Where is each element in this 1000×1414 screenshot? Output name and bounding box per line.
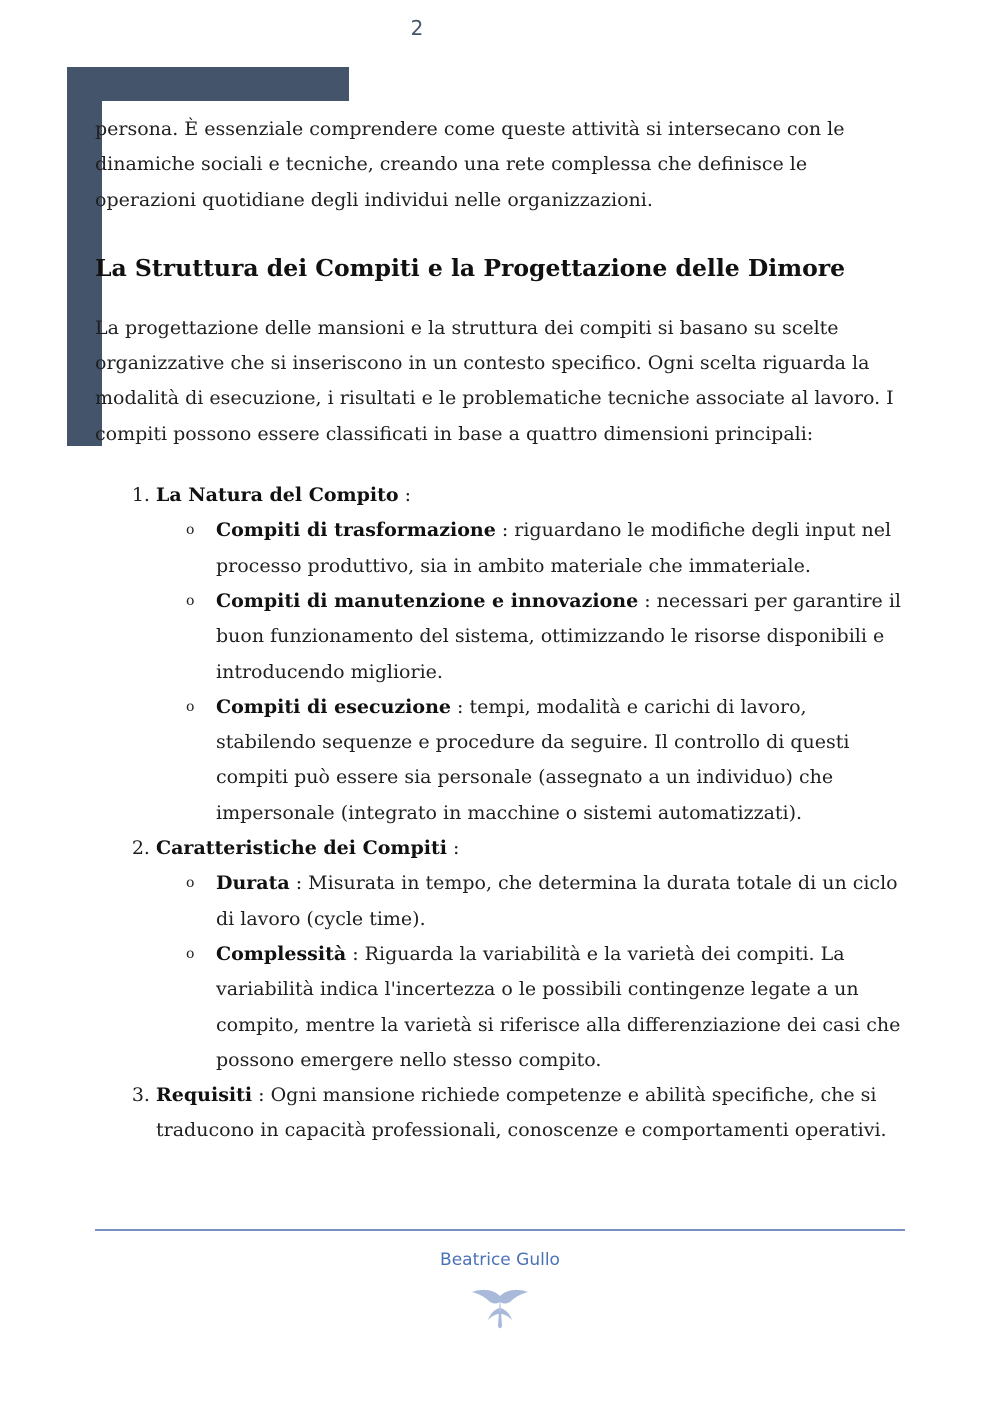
sub-list-item	[186, 937, 905, 1078]
list-item-text: : Ogni mansione richiede competenze e abilità specifiche, che si traducono in capacità professionali, conoscenze e comportamenti operativi.	[156, 1084, 887, 1142]
section-paragraph: La progettazione delle mansioni e la struttura dei compiti si basano su scelte organizzative che si inseriscono in un contesto specifico. Ogni scelta riguarda la modalità di esecuzione, i risultati e le problematiche tecniche associate al lavoro. I compiti possono essere classificati in base a quattro dimensioni principali:	[95, 316, 894, 445]
list-item-title: Requisiti	[156, 1084, 253, 1107]
list-item	[156, 831, 905, 1078]
flourish-ornament-icon	[470, 1288, 530, 1332]
sub-item-text: : Riguarda la variabilità e la varietà dei compiti. La variabilità indica l'incertezza o le possibili contingenze legate a un compito, mentre la varietà si riferisce alla differenziazione dei casi che possono emergere nello stesso compito.	[216, 942, 901, 1071]
footer-author: Beatrice Gullo	[440, 1250, 560, 1270]
dimensions-list	[95, 478, 905, 1149]
sub-list-item	[186, 690, 905, 831]
page-number: 2	[410, 16, 424, 40]
section-heading: La Struttura dei Compiti e la Progettazione delle Dimore	[95, 253, 846, 282]
sub-list	[156, 866, 905, 1078]
list-item-title: La Natura del Compito	[156, 484, 399, 507]
bullet-icon: o	[186, 945, 195, 962]
sub-item-title: Complessità	[216, 942, 347, 965]
sub-list-item	[186, 584, 905, 690]
sub-item-title: Compiti di trasformazione	[216, 519, 496, 542]
sub-item-text: : tempi, modalità e carichi di lavoro, stabilendo sequenze e procedure da seguire. Il controllo di questi compiti può essere sia personale (assegnato a un individuo) che impersonale (integrato in macchine o sistemi automatizzati).	[216, 695, 850, 824]
bullet-icon: o	[186, 522, 195, 539]
intro-paragraph: persona. È essenziale comprendere come queste attività si intersecano con le dinamiche sociali e tecniche, creando una rete complessa che definisce le operazioni quotidiane degli individui nelle organizzazioni.	[95, 118, 845, 211]
sub-list	[156, 513, 905, 831]
bullet-icon: o	[186, 875, 195, 892]
sub-list-item	[186, 513, 905, 584]
list-item	[156, 478, 905, 831]
sub-item-text: : necessari per garantire il buon funzionamento del sistema, ottimizzando le risorse disponibili e introducendo migliorie.	[216, 589, 901, 683]
sub-item-title: Durata	[216, 872, 290, 895]
list-item	[156, 1078, 905, 1149]
list-item-text: :	[398, 484, 411, 507]
list-item-title: Caratteristiche dei Compiti	[156, 837, 448, 860]
list-item-text: :	[447, 837, 460, 860]
decorative-frame-top	[67, 67, 349, 101]
sub-item-title: Compiti di manutenzione e innovazione	[216, 589, 639, 612]
document-body	[95, 112, 905, 1149]
sub-list-item	[186, 866, 905, 937]
bullet-icon: o	[186, 698, 195, 715]
footer-divider	[95, 1229, 905, 1231]
sub-item-title: Compiti di esecuzione	[216, 695, 451, 718]
sub-item-text: : riguardano le modifiche degli input nel processo produttivo, sia in ambito materiale che immateriale.	[216, 519, 892, 577]
sub-item-text: : Misurata in tempo, che determina la durata totale di un ciclo di lavoro (cycle time).	[216, 872, 898, 930]
bullet-icon: o	[186, 592, 195, 609]
